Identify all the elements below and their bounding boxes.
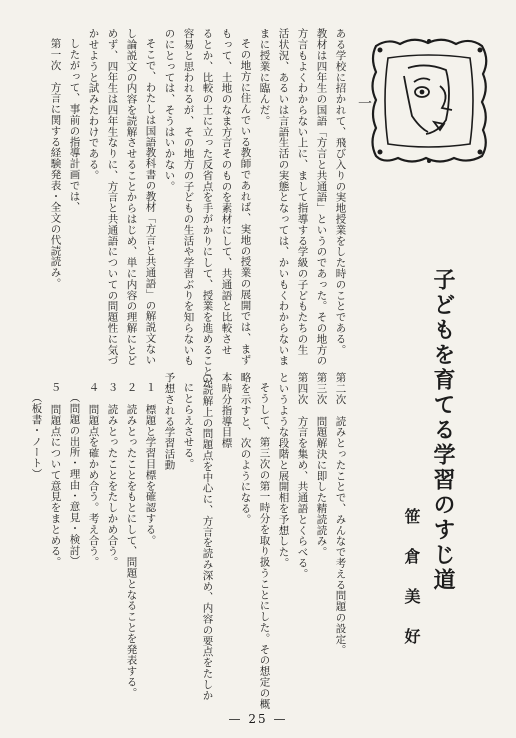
body-column: 第二次 読みとったことで、みんなで考える問題の設定。 [334, 372, 347, 656]
body-column: 第一次 方言に関する経験発表・全文の代読読み。 [49, 38, 62, 289]
body-column: ５ 問題点について意見をまとめる。 [49, 382, 62, 568]
body-column: ○読解上の問題点を中心に、方言を読み深め、内容の要点をたしか [201, 372, 214, 701]
body-column: 教材は四年生の国語「方言と共通語」というのであった。その地方の [315, 28, 328, 366]
body-column: めず、四年生は四年生なりに、方言と共通語についての問題性に気づ [106, 28, 119, 366]
body-column: １ 標題と学習目標を確認する。 [144, 382, 157, 546]
body-column: し論説文の内容を読解させることからはじめ、単に内容の理解にとど [125, 28, 138, 366]
body-column: のにとっては、そうはいかない。 [163, 28, 176, 192]
body-column: 容易と思われるが、その地方の子どもの生活や学習ぶりを知らないも [182, 28, 195, 366]
body-column: （板書・ノート） [30, 392, 43, 480]
body-column: もって、土地のなま方言そのものを素材にして、共通語と比較させ [220, 28, 233, 355]
body-column: したがって、事前の指導計画では、 [68, 38, 81, 213]
body-column: その地方に住んでいる教師であれば、実地の授業の展開では、まず [239, 38, 252, 365]
article-title: 子どもを育てる学習のすじ道 [430, 268, 456, 593]
body-column: るとか、比較の土に立った反省点を手がかりにして、授業を進めることが [201, 28, 214, 388]
body-column: 予想される学習活動 [163, 372, 176, 471]
body-column: 第三次 問題解決に即した精読読み。 [315, 372, 328, 558]
page-number: — 25 — [228, 712, 288, 726]
body-column: ３ 読みとったことをたしかめ合う。 [106, 382, 119, 568]
author-name: 笹倉美好 [402, 508, 421, 668]
body-column: （問題の出所・理由・意見・検討） [68, 392, 81, 567]
body-column: にとらえさせる。 [182, 382, 195, 470]
body-column: 本時分指導目標 [220, 372, 233, 449]
portrait-frame-illustration [368, 36, 490, 166]
body-column: そこで、わたしは国語教科書の教材「方言と共通語」の解説文ない [144, 38, 157, 365]
body-column: ある学校に招かれて、飛び入りの実地授業をした時のことである。 [334, 28, 347, 355]
body-column: 方言もよくわからない上に、まして指導する学級の子どもたちの生 [296, 28, 309, 355]
body-column: 活状況、あるいは言語生活の実態となっては、かいもくわからないま [277, 28, 290, 366]
body-column: かせようと試みたわけである。 [87, 28, 100, 181]
body-column: ４ 問題点を確かめ合う。考え合う。 [87, 382, 100, 568]
body-column: そうして、第三次の第一時分を取り扱うことにした。その想定の概 [258, 382, 271, 709]
body-column: ２ 読みとったことをもとにして、問題となることを発表する。 [125, 382, 138, 699]
body-column: というような段階と展開相を予想した。 [277, 372, 290, 569]
body-column: 第四次 方言を集め、共通語とくらべる。 [296, 372, 309, 580]
body-column: まに授業に臨んだ。 [258, 28, 271, 127]
body-column: 略を示すと、次のようになる。 [239, 372, 252, 525]
section-number: 一 [356, 96, 372, 110]
